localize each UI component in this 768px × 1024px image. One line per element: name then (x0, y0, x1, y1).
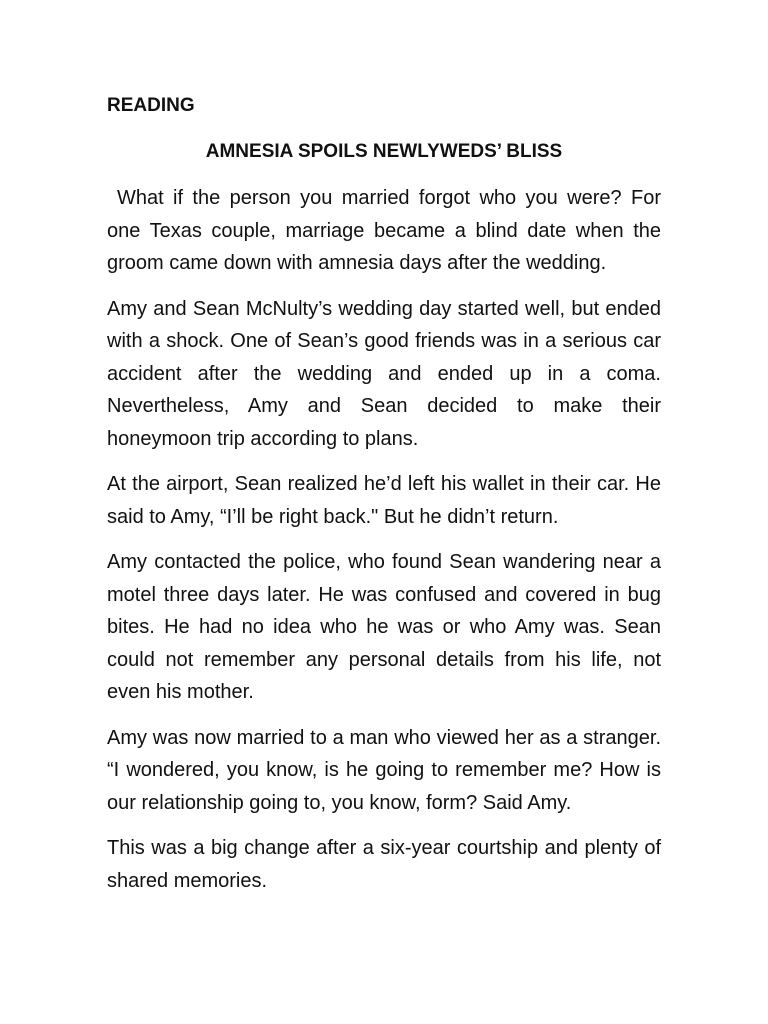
section-heading: READING (107, 95, 195, 116)
paragraph-4: Amy contacted the police, who found Sean wandering near a motel three days later. He was confused and covered in bug bites. He had no idea who he was or who Amy was. Sean could not remember any personal details from his life, not even his mother. (107, 551, 661, 703)
article-title: AMNESIA SPOILS NEWLYWEDS’ BLISS (205, 141, 563, 162)
paragraph-6: This was a big change after a six-year courtship and plenty of shared memories. (107, 837, 661, 892)
paragraph-5: Amy was now married to a man who viewed her as a stranger. “I wondered, you know, is he going to remember me? How is our relationship going to, you know, form? Said Amy. (107, 726, 661, 814)
paragraph-1: What if the person you married forgot who you were? For one Texas couple, marriage became a blind date when the groom came down with amnesia days after the wedding. (107, 187, 661, 274)
paragraph-3: At the airport, Sean realized he’d left his wallet in their car. He said to Amy, “I’ll be right back." But he didn’t return. (107, 473, 661, 528)
paragraph-2: Amy and Sean McNulty’s wedding day started well, but ended with a shock. One of Sean’s good friends was in a serious car accident after the wedding and ended up in a coma. Nevertheless, Amy and Sean decided to make their honeymoon trip according to plans. (107, 297, 661, 450)
